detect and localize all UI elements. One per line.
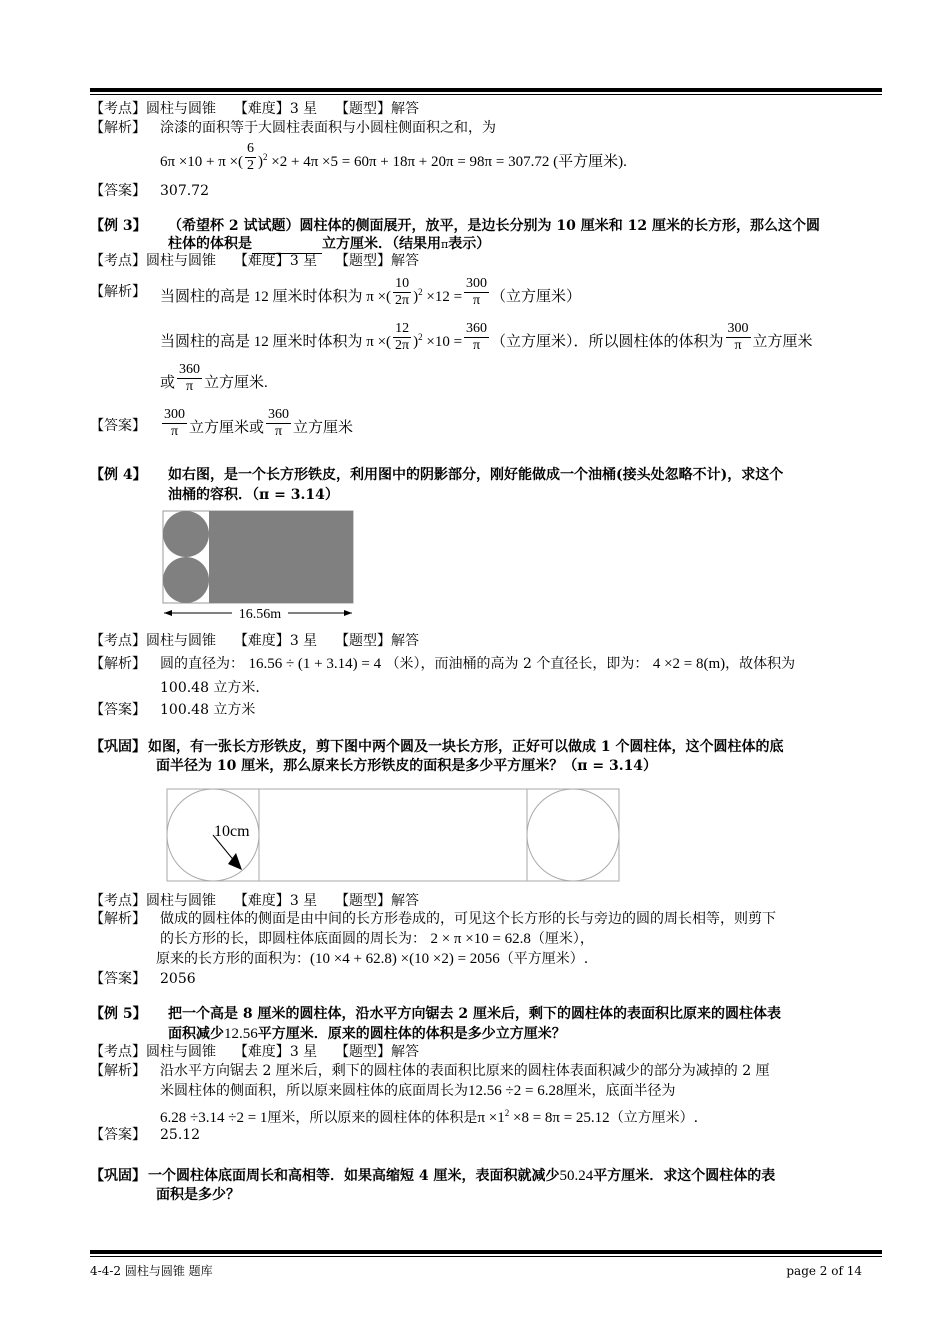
shaded-circle-top <box>163 511 209 557</box>
header-rule-thick <box>90 88 882 92</box>
ex4-meta: 【考点】圆柱与圆锥 【难度】3 星 【题型】解答 <box>90 633 419 649</box>
meta-text: 【考点】圆柱与圆锥 【难度】3 星 【题型】解答 <box>90 101 419 117</box>
page-number: page 2 of 14 <box>786 1264 862 1278</box>
ex3-answer: 【答案】 $\frac{300}{\pi}$ 立方厘米或 $\frac{360}{\pi}$ 立方厘米 <box>90 407 354 439</box>
arrow-right-icon <box>344 610 352 616</box>
gonggu1-figure <box>166 788 622 884</box>
footer-rule-thin <box>90 1256 882 1257</box>
ex3-meta: 【考点】圆柱与圆锥 【难度】3 星 【题型】解答 <box>90 253 419 269</box>
arrow-left-icon <box>164 610 172 616</box>
shaded-circle-bottom <box>163 557 209 603</box>
p1-formula <box>90 138 884 178</box>
footer-rule-thick <box>90 1250 882 1254</box>
radius-label: 10cm <box>214 823 250 840</box>
ex4-figure <box>160 508 360 626</box>
p1-meta <box>90 100 884 118</box>
dimension-label: 16.56m <box>238 607 282 622</box>
ex3-analysis-3: 或 $\frac{360}{\pi}$ 立方厘米. <box>160 362 268 394</box>
ex3-analysis-1: 【解析】 当圆柱的高是 12 厘米时体积为 π ×( $\frac{10}{2\pi}$ )$^2$ ×12 = $\frac{300}{\pi}$ （立方厘米） <box>90 276 582 309</box>
header-rule-thin <box>90 94 882 95</box>
footer-title: 4-4-2 圆柱与圆锥 题库 <box>90 1264 213 1278</box>
ex3-analysis-2: 当圆柱的高是 12 厘米时体积为 π ×( $\frac{12}{2\pi}$ )$^2$ ×10 = $\frac{360}{\pi}$ （立方厘米）．所以圆柱体的体积为 $\frac{300}{\pi}$ 立方厘米 <box>160 321 813 354</box>
ex5-meta: 【考点】圆柱与圆锥 【难度】3 星 【题型】解答 <box>90 1044 419 1060</box>
circle-right <box>527 789 619 881</box>
formula: 6π ×10 + π ×( $\frac{6}{2}$ )$^2$ ×2 + 4π ×5 = 60π + 18π + 20π = 98π = 307.72 (平方厘米). <box>160 141 627 174</box>
gonggu1-meta: 【考点】圆柱与圆锥 【难度】3 星 【题型】解答 <box>90 893 419 909</box>
shaded-rectangle <box>209 511 353 603</box>
